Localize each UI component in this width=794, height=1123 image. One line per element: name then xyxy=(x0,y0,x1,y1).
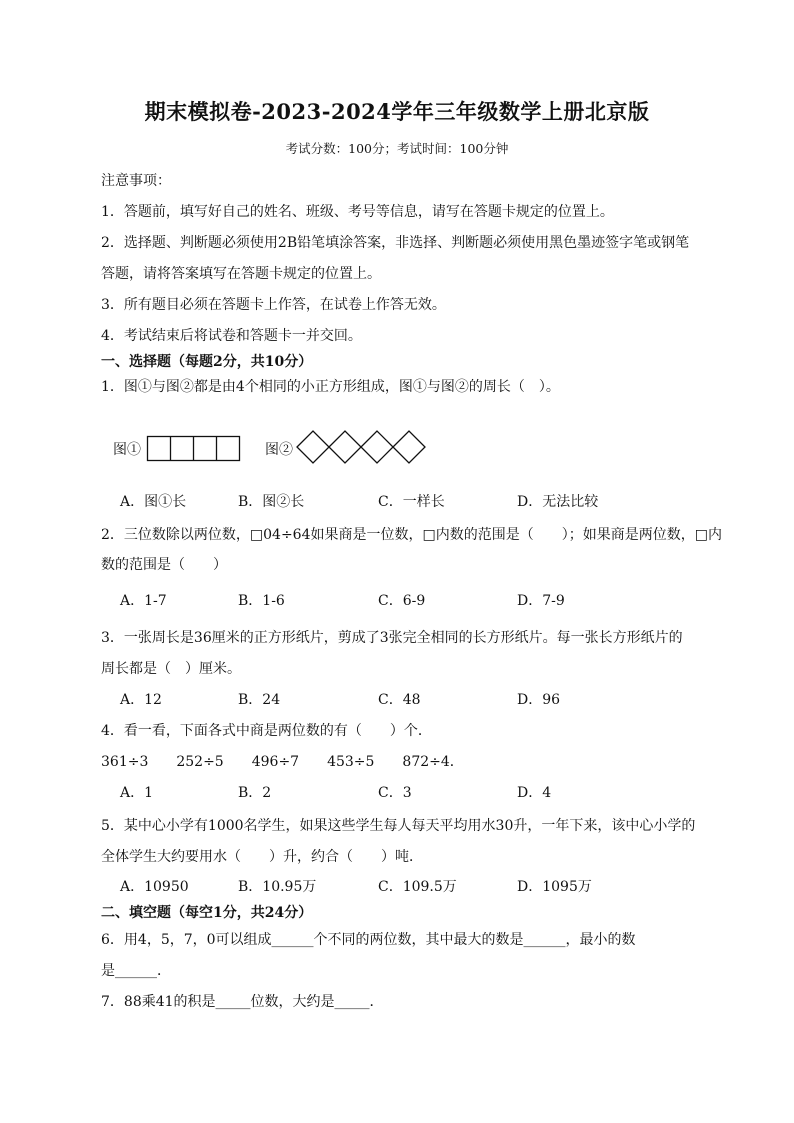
section-heading-choice: 一、选择题（每题2分，共10分） xyxy=(101,354,313,370)
question-2: 2．三位数除以两位数，□04÷64如果商是一位数，□内数的范围是（ ）；如果商是两位数，□内 xyxy=(101,527,722,543)
q5-option-d: D．1095万 xyxy=(517,879,592,895)
q4-option-c: C．3 xyxy=(378,785,412,801)
q4-option-b: B．2 xyxy=(238,785,272,801)
question-6-cont: 是______． xyxy=(101,963,171,979)
figure-2-diamond xyxy=(361,431,393,463)
notes-heading: 注意事项： xyxy=(101,173,171,189)
q2-option-c: C．6-9 xyxy=(378,593,426,609)
q3-option-d: D．96 xyxy=(517,692,561,708)
note-item: 2．选择题、判断题必须使用2B铅笔填涂答案，非选择、判断题必须使用黑色墨迹签字笔或钢笔 xyxy=(101,235,690,251)
figure-2-diamond xyxy=(393,431,425,463)
figure-1-squares xyxy=(147,436,241,462)
question-3: 3．一张周长是36厘米的正方形纸片，剪成了3张完全相同的长方形纸片。每一张长方形纸片的 xyxy=(101,630,683,646)
question-7: 7．88乘41的积是_____位数，大约是_____． xyxy=(101,994,384,1010)
figure-2-diamond xyxy=(297,431,329,463)
q4-option-a: A．1 xyxy=(120,785,154,801)
exam-info: 考试分数：100分；考试时间：100分钟 xyxy=(285,141,509,156)
q1-option-c: C．一样长 xyxy=(378,494,445,510)
question-4: 4．看一看，下面各式中商是两位数的有（ ）个． xyxy=(101,723,432,739)
figure-1-label: 图① xyxy=(113,442,141,458)
question-1: 1．图①与图②都是由4个相同的小正方形组成，图①与图②的周长（ ）。 xyxy=(101,379,560,395)
note-item: 答题，请将答案填写在答题卡规定的位置上。 xyxy=(101,266,381,282)
q5-option-c: C．109.5万 xyxy=(378,879,457,895)
q1-option-d: D．无法比较 xyxy=(517,494,599,510)
q3-option-c: C．48 xyxy=(378,692,421,708)
question-4-expressions: 361÷3 252÷5 496÷7 453÷5 872÷4． xyxy=(101,754,464,770)
q5-option-b: B．10.95万 xyxy=(238,879,317,895)
note-item: 3．所有题目必须在答题卡上作答，在试卷上作答无效。 xyxy=(101,297,446,313)
q4-option-d: D．4 xyxy=(517,785,552,801)
figure-2-diamond xyxy=(329,431,361,463)
note-item: 4．考试结束后将试卷和答题卡一并交回。 xyxy=(101,328,362,344)
figure-2-label: 图② xyxy=(265,442,293,458)
figure-2-diamonds xyxy=(296,430,432,466)
page-title: 期末模拟卷-2023-2024学年三年级数学上册北京版 xyxy=(144,99,650,124)
question-2-cont: 数的范围是（ ） xyxy=(101,557,227,573)
question-5-cont: 全体学生大约要用水（ ）升，约合（ ）吨． xyxy=(101,849,423,865)
q2-option-a: A．1-7 xyxy=(120,593,167,609)
q1-option-b: B．图②长 xyxy=(238,494,305,510)
note-item: 1．答题前，填写好自己的姓名、班级、考号等信息，请写在答题卡规定的位置上。 xyxy=(101,204,614,220)
section-heading-fill: 二、填空题（每空1分，共24分） xyxy=(101,905,313,921)
question-3-cont: 周长都是（ ）厘米。 xyxy=(101,661,241,677)
q2-option-d: D．7-9 xyxy=(517,593,565,609)
q3-option-a: A．12 xyxy=(120,692,162,708)
q3-option-b: B．24 xyxy=(238,692,281,708)
q2-option-b: B．1-6 xyxy=(238,593,285,609)
q1-option-a: A．图①长 xyxy=(120,494,187,510)
question-6: 6．用4，5，7，0可以组成______个不同的两位数，其中最大的数是______，最小的数 xyxy=(101,932,636,948)
q5-option-a: A．10950 xyxy=(120,879,189,895)
question-5: 5．某中心小学有1000名学生，如果这些学生每人每天平均用水30升，一年下来，该中心小学的 xyxy=(101,818,696,834)
